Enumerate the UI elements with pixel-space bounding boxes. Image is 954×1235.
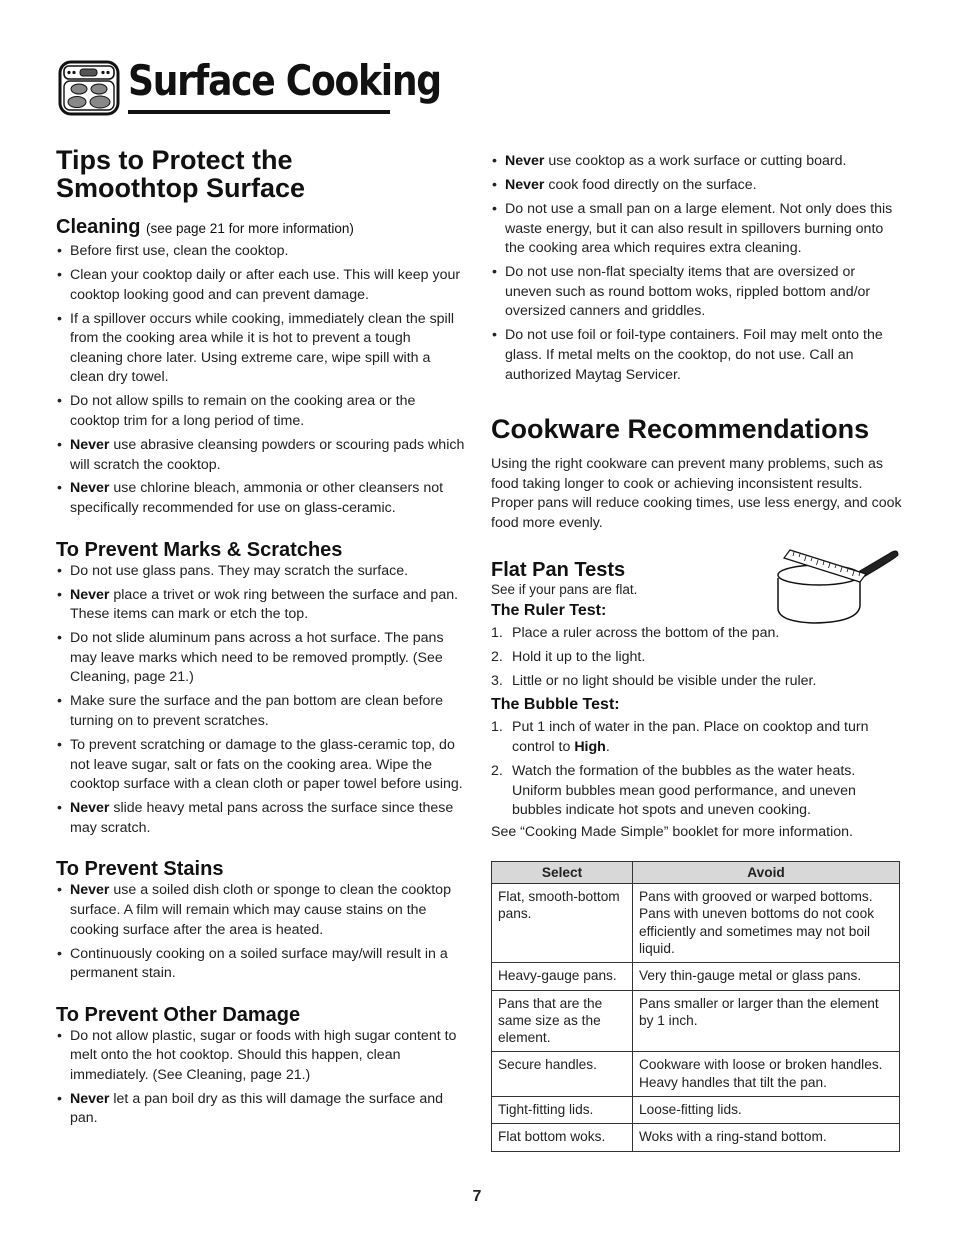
avoid-cell: Pans smaller or larger than the element by 1 inch. <box>633 990 900 1052</box>
ruler-test-steps <box>491 624 903 692</box>
cookware-intro: Using the right cookware can prevent many problems, such as food taking longer to cook or achieving inconsistent results. Proper pans will reduce cooking times, use less energy, and cook food more evenly. <box>491 456 902 531</box>
list-item: • Before first use, clean the cooktop. <box>56 242 466 262</box>
bubble-test-heading: The Bubble Test: <box>491 696 620 714</box>
stains-heading: To Prevent Stains <box>56 858 224 881</box>
select-cell: Heavy-gauge pans. <box>492 963 633 990</box>
bubble-test-steps <box>491 718 903 820</box>
list-item: • Do not slide aluminum pans across a hot surface. The pans may leave marks which need to be removed promptly. (See Cleaning, page 21.) <box>56 629 466 688</box>
tips-title: Tips to Protect the Smoothtop Surface <box>56 145 306 203</box>
damage-heading: To Prevent Other Damage <box>56 1003 301 1026</box>
list-item: • Never use abrasive cleansing powders or scouring pads which will scratch the cooktop. <box>56 436 466 475</box>
ruler-test-heading: The Ruler Test: <box>491 602 607 620</box>
cookware-table <box>491 861 900 1152</box>
table-row <box>492 1052 900 1097</box>
table-row <box>492 884 900 963</box>
select-cell: Pans that are the same size as the element. <box>492 990 633 1052</box>
avoid-cell: Pans with grooved or warped bottoms. Pans with uneven bottoms do not cook efficiently and sometimes may not boil liquid. <box>633 884 900 963</box>
avoid-cell: Loose-fitting lids. <box>633 1097 900 1124</box>
ruler-step: 1. Place a ruler across the bottom of the pan. <box>491 624 903 644</box>
cleaning-heading: Cleaning (see page 21 for more information) <box>56 216 354 238</box>
table-row <box>492 1124 900 1151</box>
select-column-header: Select <box>492 861 633 883</box>
list-item: • Never place a trivet or wok ring between the surface and pan. These items can mark or etch the top. <box>56 586 466 625</box>
cleaning-section <box>56 216 466 519</box>
list-item: • Never slide heavy metal pans across the surface since these may scratch. <box>56 799 466 838</box>
list-item: • Never use cooktop as a work surface or cutting board. <box>491 152 903 172</box>
list-item: • Do not allow plastic, sugar or foods with high sugar content to melt onto the hot cooktop. Should this happen, clean immediately. (See Cleaning, page 21.) <box>56 1027 466 1086</box>
damage-section <box>56 1004 466 1129</box>
damage-list <box>56 1027 466 1129</box>
cooktop-icon <box>58 60 120 116</box>
damage-list-continued <box>491 152 903 385</box>
list-item: • Never cook food directly on the surface. <box>491 176 903 196</box>
table-header-row <box>492 861 900 883</box>
avoid-column-header: Avoid <box>633 861 900 883</box>
page-header <box>58 56 441 116</box>
bubble-step: 2. Watch the formation of the bubbles as the water heats. Uniform bubbles mean good performance, and uneven bubbles indicate hot spots and uneven cooking. <box>491 762 903 821</box>
list-item: • Do not use a small pan on a large element. Not only does this waste energy, but it can also result in spillovers burning onto the cooking area which requires extra cleaning. <box>491 200 903 259</box>
stains-section <box>56 858 466 983</box>
pan-with-ruler-illustration <box>770 546 900 626</box>
list-item: • Continuously cooking on a soiled surface may/will result in a permanent stain. <box>56 945 466 984</box>
flat-pan-heading: Flat Pan Tests <box>491 559 626 582</box>
flat-pan-subtitle: See if your pans are flat. <box>491 582 638 598</box>
list-item: • If a spillover occurs while cooking, immediately clean the spill from the cooking area while it is hot to prevent a tough cleaning chore later. Using extreme care, wipe spill with a clean dry towel. <box>56 310 466 388</box>
right-column <box>491 152 903 1152</box>
cleaning-list <box>56 242 466 519</box>
select-cell: Flat bottom woks. <box>492 1124 633 1151</box>
ruler-step: 3. Little or no light should be visible under the ruler. <box>491 672 903 692</box>
page-title: Surface Cooking <box>128 56 441 105</box>
marks-heading: To Prevent Marks & Scratches <box>56 538 343 561</box>
marks-section <box>56 539 466 839</box>
bubble-step: 1. Put 1 inch of water in the pan. Place on cooktop and turn control to High. <box>491 718 903 757</box>
table-row <box>492 963 900 990</box>
table-row <box>492 1097 900 1124</box>
ruler-step: 2. Hold it up to the light. <box>491 648 903 668</box>
left-column <box>56 146 466 1133</box>
list-item: • To prevent scratching or damage to the glass-ceramic top, do not leave sugar, salt or fats on the cooking area. Wipe the cooktop surface with a clean cloth or paper towel before using. <box>56 736 466 795</box>
cookware-title: Cookware Recommendations <box>491 414 870 445</box>
table-body <box>492 884 900 1152</box>
title-underline <box>128 110 390 114</box>
list-item: • Never use chlorine bleach, ammonia or other cleansers not specifically recommended for use on glass-ceramic. <box>56 479 466 518</box>
list-item: • Clean your cooktop daily or after each use. This will keep your cooktop looking good and can prevent damage. <box>56 266 466 305</box>
select-cell: Flat, smooth-bottom pans. <box>492 884 633 963</box>
stains-list <box>56 881 466 983</box>
cleaning-note: (see page 21 for more information) <box>146 221 354 236</box>
list-item: • Make sure the surface and the pan bottom are clean before turning on to prevent scratches. <box>56 692 466 731</box>
select-cell: Secure handles. <box>492 1052 633 1097</box>
select-cell: Tight-fitting lids. <box>492 1097 633 1124</box>
avoid-cell: Woks with a ring-stand bottom. <box>633 1124 900 1151</box>
page-number: 7 <box>472 1188 482 1205</box>
list-item: • Never let a pan boil dry as this will damage the surface and pan. <box>56 1090 466 1129</box>
list-item: • Do not allow spills to remain on the cooking area or the cooktop trim for a long period of time. <box>56 392 466 431</box>
list-item: • Never use a soiled dish cloth or sponge to clean the cooktop surface. A film will remain which may cause stains on the cooking surface after the area is heated. <box>56 881 466 940</box>
avoid-cell: Very thin-gauge metal or glass pans. <box>633 963 900 990</box>
list-item: • Do not use non-flat specialty items that are oversized or uneven such as round bottom woks, rippled bottom and/or oversized canners and griddles. <box>491 263 903 322</box>
avoid-cell: Cookware with loose or broken handles. Heavy handles that tilt the pan. <box>633 1052 900 1097</box>
list-item: • Do not use glass pans. They may scratch the surface. <box>56 562 466 582</box>
marks-list <box>56 562 466 839</box>
booklet-note: See “Cooking Made Simple” booklet for more information. <box>491 824 853 841</box>
list-item: • Do not use foil or foil-type containers. Foil may melt onto the glass. If metal melts on the cooktop, do not use. Call an authorized Maytag Servicer. <box>491 326 903 385</box>
table-row <box>492 990 900 1052</box>
